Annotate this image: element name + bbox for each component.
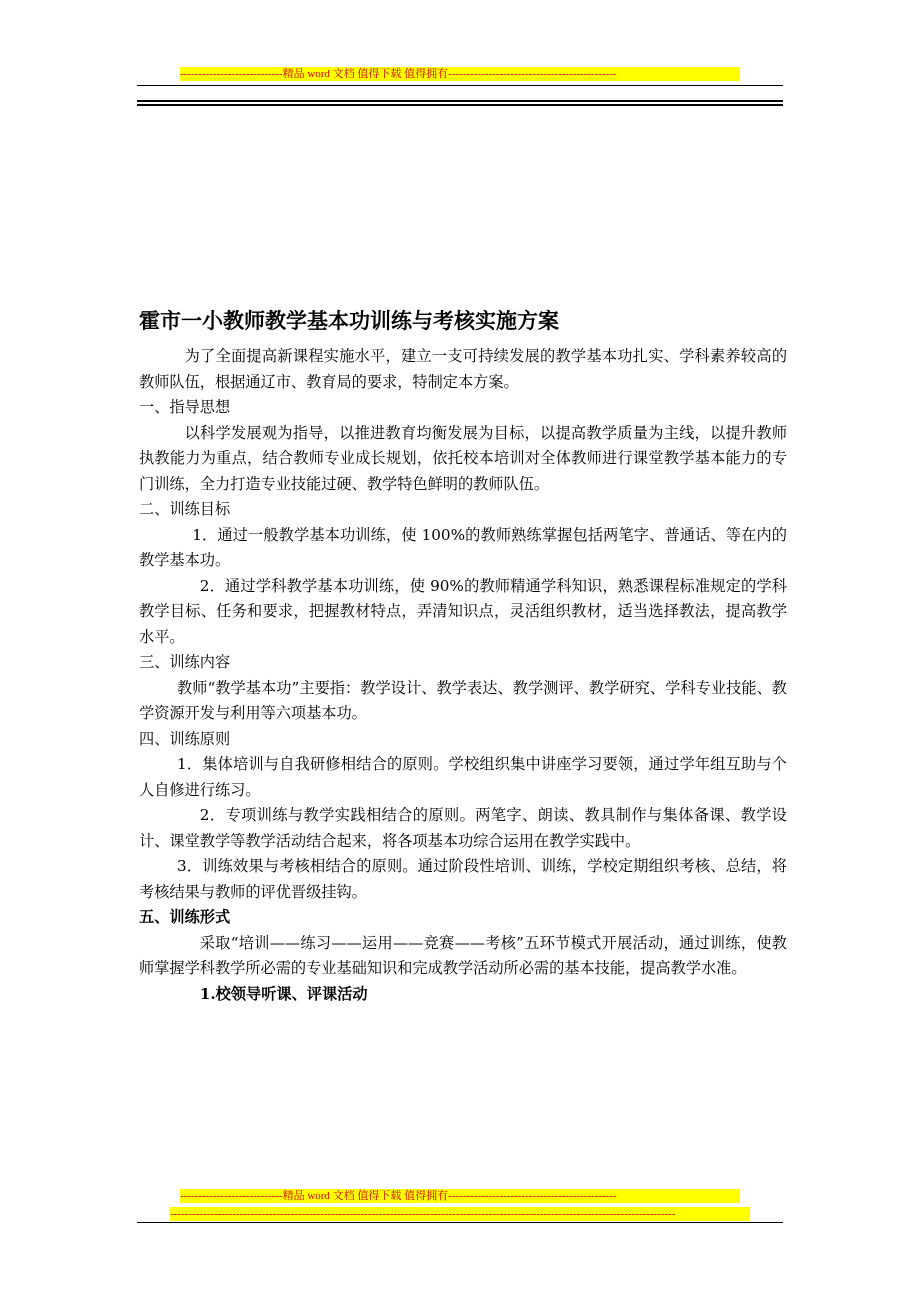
footer-banner-2: ------------------------------------------------------------------------------------------------------------------------------------------ xyxy=(170,1207,750,1221)
footer-banner-1: ----------------------------精品 word 文档 值得下载 值得拥有---------------------------------------------- xyxy=(180,1189,740,1203)
paragraph: 2．通过学科教学基本功训练，使 90%的教师精通学科知识，熟悉课程标准规定的学科教学目标、任务和要求，把握教材特点，弄清知识点，灵活组织教材，适当选择教法，提高教学水平。 xyxy=(139,576,787,646)
header-rule-thin xyxy=(137,85,783,86)
document-title: 霍市一小教师教学基本功训练与考核实施方案 xyxy=(139,309,559,333)
paragraph: 采取“培训——练习——运用——竞赛——考核”五环节模式开展活动，通过训练，使教师掌握学科教学所必需的专业基础知识和完成教学活动所必需的基本技能，提高教学水准。 xyxy=(139,933,787,977)
footer-rule xyxy=(137,1222,783,1223)
paragraph: 为了全面提高新课程实施水平，建立一支可持续发展的教学基本功扎实、学科素养较高的教师队伍，根据通辽市、教育局的要求，特制定本方案。 xyxy=(139,347,787,391)
paragraph: 1.校领导听课、评课活动 xyxy=(199,984,368,1003)
header-rule-thick-1 xyxy=(137,100,783,102)
paragraph: 教师“教学基本功”主要指：教学设计、教学表达、教学测评、教学研究、学科专业技能、教学资源开发与利用等六项基本功。 xyxy=(139,678,787,722)
section-heading: 四、训练原则 xyxy=(139,729,231,748)
header-banner: ----------------------------精品 word 文档 值得下载 值得拥有---------------------------------------------- xyxy=(180,67,740,81)
paragraph: 3．训练效果与考核相结合的原则。通过阶段性培训、训练，学校定期组织考核、总结，将考核结果与教师的评优晋级挂钩。 xyxy=(139,857,787,901)
section-heading: 三、训练内容 xyxy=(139,653,231,671)
section-heading: 五、训练形式 xyxy=(139,908,231,926)
header-rule-thick-2 xyxy=(137,104,783,106)
section-heading: 一、指导思想 xyxy=(139,398,231,416)
paragraph: 2．专项训练与教学实践相结合的原则。两笔字、朗读、教具制作与集体备课、教学设计、课堂教学等教学活动结合起来，将各项基本功综合运用在教学实践中。 xyxy=(139,806,787,850)
paragraph: 1．通过一般教学基本功训练，使 100%的教师熟练掌握包括两笔字、普通话、等在内的教学基本功。 xyxy=(139,525,787,569)
document-body xyxy=(139,344,787,1007)
paragraph: 1．集体培训与自我研修相结合的原则。学校组织集中讲座学习要领，通过学年组互助与个人自修进行练习。 xyxy=(139,755,787,799)
paragraph: 以科学发展观为指导，以推进教育均衡发展为目标，以提高教学质量为主线，以提升教师执教能力为重点，结合教师专业成长规划，依托校本培训对全体教师进行课堂教学基本能力的专门训练，全力打造专业技能过硬、教学特色鲜明的教师队伍。 xyxy=(139,423,787,493)
section-heading: 二、训练目标 xyxy=(139,500,231,518)
